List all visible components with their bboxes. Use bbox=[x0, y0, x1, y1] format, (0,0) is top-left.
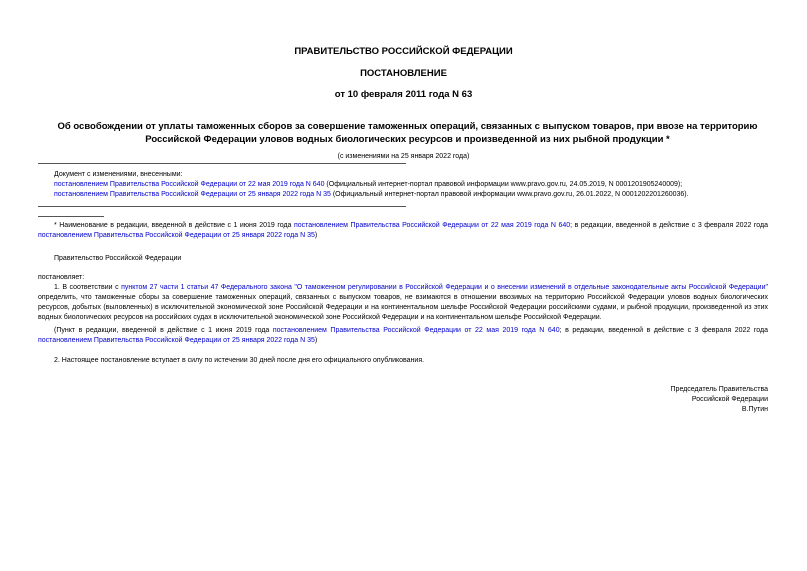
amendment-item bbox=[54, 190, 774, 200]
paragraph-text: 1. В соответствии с bbox=[54, 284, 122, 291]
paragraph-1-note bbox=[38, 326, 768, 346]
divider-bottom bbox=[38, 206, 406, 207]
amendments-heading: Документ с изменениями, внесенными: bbox=[54, 171, 183, 178]
footnote-link-2019[interactable]: постановлением Правительства Российской Федерации от 22 мая 2019 года N 640 bbox=[293, 222, 571, 229]
paragraph-2: 2. Настоящее постановление вступает в силу по истечении 30 дней после дня его официального опубликования. bbox=[54, 357, 425, 364]
footnote-divider bbox=[38, 216, 104, 217]
signature-position: Председатель Правительства bbox=[670, 386, 768, 393]
amendment-link[interactable]: постановлением Правительства Российской Федерации от 25 января 2022 года N 35 bbox=[54, 191, 331, 198]
paragraph-text: определить, что таможенные сборы за совершение таможенных операций, связанных с выпуском товаров, не взимаются в отношении ввозимых на территорию Российской Федерации уловов водных биологических ресурсов, добытых (выловленных) в исключительной экономической зоне Российской Федерации и на континентальном шельфе Российской Федерации российскими судами, и рыбной продукции, произведенной из этих водных биологических ресурсов на российских судах в исключительной экономической зоне Российской Федерации и на континентальном шельфе Российской Федерации. bbox=[38, 294, 768, 321]
government-heading: ПРАВИТЕЛЬСТВО РОССИЙСКОЙ ФЕДЕРАЦИИ bbox=[294, 46, 513, 57]
federal-law-link[interactable]: пунктом 27 части 1 статьи 47 Федерального закона "О таможенном регулировании в Российской Федерации и о внесении изменений в отдельные законодательные акты Российской Федерации" bbox=[121, 284, 768, 291]
amendment-details: (Официальный интернет-портал правовой информации www.pravo.gov.ru, 26.01.2022, N 0001202201260036). bbox=[330, 191, 689, 198]
document-date-number: от 10 февраля 2011 года N 63 bbox=[334, 89, 473, 100]
note-link-2022[interactable]: постановлением Правительства Российской Федерации от 25 января 2022 года N 35 bbox=[38, 337, 315, 344]
signature-name: В.Путин bbox=[741, 406, 768, 413]
divider-top bbox=[38, 163, 406, 164]
footnote bbox=[38, 221, 768, 241]
note-text: ; в редакции, введенной в действие с 3 февраля 2022 года bbox=[559, 327, 768, 334]
signature-country: Российской Федерации bbox=[691, 396, 768, 403]
decides-label: постановляет: bbox=[38, 274, 85, 281]
footnote-link-2022[interactable]: постановлением Правительства Российской Федерации от 25 января 2022 года N 35 bbox=[38, 232, 315, 239]
amendment-link[interactable]: постановлением Правительства Российской Федерации от 22 мая 2019 года N 640 bbox=[54, 181, 325, 188]
note-text: ) bbox=[314, 337, 318, 344]
note-text: (Пункт в редакции, введенной в действие с 1 июня 2019 года bbox=[54, 327, 273, 334]
footnote-text: ) bbox=[314, 232, 318, 239]
paragraph-1 bbox=[38, 283, 768, 323]
signature-block bbox=[671, 385, 768, 415]
amendment-item bbox=[54, 180, 774, 190]
note-link-2019[interactable]: постановлением Правительства Российской Федерации от 22 мая 2019 года N 640 bbox=[272, 327, 560, 334]
changes-note: (с изменениями на 25 января 2022 года) bbox=[337, 153, 470, 160]
footnote-text: * Наименование в редакции, введенной в действие с 1 июня 2019 года bbox=[54, 222, 294, 229]
amendment-details: (Официальный интернет-портал правовой информации www.pravo.gov.ru, 24.05.2019, N 0001201905240009); bbox=[324, 181, 683, 188]
amendments-block bbox=[54, 170, 774, 200]
footnote-text: ; в редакции, введенной в действие с 3 февраля 2022 года bbox=[570, 222, 768, 229]
issuer: Правительство Российской Федерации bbox=[54, 255, 182, 262]
document-title: Об освобождении от уплаты таможенных сборов за совершение таможенных операций, связанных с выпуском товаров, при ввозе на территорию Российской Федерации уловов водных биологических ресурсов и произведенной из них рыбной продукции * bbox=[57, 121, 758, 145]
document-type: ПОСТАНОВЛЕНИЕ bbox=[360, 68, 447, 79]
